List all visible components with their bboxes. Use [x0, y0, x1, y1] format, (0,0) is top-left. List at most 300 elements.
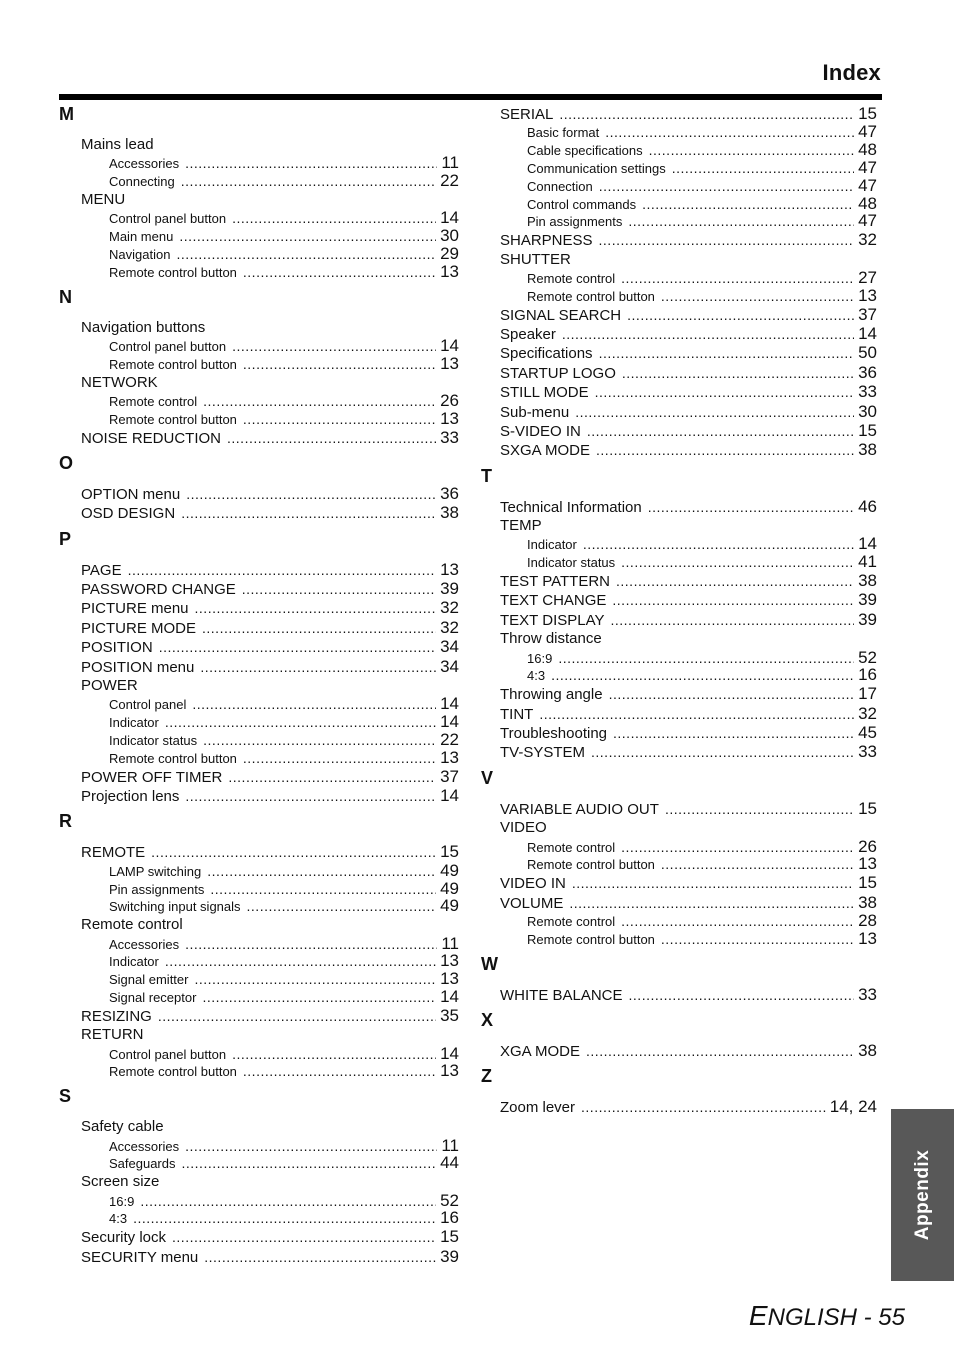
entry-term: Remote control button — [527, 857, 655, 873]
dot-leader — [207, 863, 436, 881]
entry-page: 39 — [858, 590, 877, 610]
entry-term: SHARPNESS — [500, 232, 593, 250]
index-entry — [481, 1041, 877, 1060]
index-section — [59, 1086, 459, 1266]
entry-term: Technical Information — [500, 498, 642, 516]
entry-term: TEXT DISPLAY — [500, 611, 605, 629]
dot-leader — [642, 196, 854, 214]
entry-term: Accessories — [109, 1138, 180, 1154]
index-entry — [481, 723, 877, 742]
dot-leader — [599, 231, 855, 250]
dot-leader — [599, 178, 854, 196]
entry-page: 13 — [440, 951, 459, 971]
entry-term: REMOTE — [81, 844, 146, 862]
dot-leader — [596, 441, 854, 460]
index-entry — [59, 618, 459, 637]
index-section — [59, 453, 459, 523]
dot-leader — [165, 714, 436, 732]
dot-leader — [151, 843, 436, 862]
entry-page: 47 — [858, 175, 877, 195]
entry-page: 32 — [858, 230, 877, 250]
dot-leader — [591, 743, 854, 762]
index-entry — [59, 1006, 459, 1025]
index-column-right — [481, 104, 877, 1117]
dot-leader — [192, 696, 436, 714]
index-entry — [481, 402, 877, 421]
dot-leader — [200, 658, 436, 677]
index-subentry — [59, 988, 459, 1006]
dot-leader — [232, 210, 436, 228]
entry-term: POSITION — [81, 639, 153, 657]
entry-term: Security lock — [81, 1229, 167, 1247]
footer-lang-rest: NGLISH — [767, 1304, 857, 1331]
dot-leader — [558, 650, 854, 668]
dot-leader — [559, 105, 854, 124]
dot-leader — [202, 619, 436, 638]
entry-term: SECURITY menu — [81, 1248, 199, 1266]
dot-leader — [595, 383, 854, 402]
index-entry — [481, 985, 877, 1004]
entry-term: Remote control button — [109, 264, 237, 280]
entry-page: 47 — [858, 211, 877, 231]
index-entry — [481, 440, 877, 459]
index-heading: NETWORK — [81, 373, 158, 391]
entry-term: TINT — [500, 705, 534, 723]
index-subentry — [59, 713, 459, 731]
section-letter: R — [59, 811, 72, 832]
section-letter: W — [481, 953, 498, 974]
index-subentry — [481, 195, 877, 213]
dot-leader — [232, 1046, 436, 1064]
dot-leader — [202, 989, 436, 1007]
index-subentry — [481, 159, 877, 177]
index-heading: POWER — [81, 677, 138, 695]
index-subentry — [59, 392, 459, 410]
dot-leader — [186, 485, 436, 504]
index-heading: Screen size — [81, 1173, 160, 1191]
entry-page: 22 — [440, 171, 459, 191]
entry-term: Control commands — [527, 196, 637, 212]
entry-page: 14 — [440, 986, 459, 1006]
dot-leader — [176, 246, 436, 264]
index-entry — [481, 799, 877, 818]
dot-leader — [243, 264, 436, 282]
dot-leader — [243, 750, 436, 768]
dot-leader — [562, 325, 854, 344]
dot-leader — [616, 572, 854, 591]
entry-page: 13 — [440, 559, 459, 579]
dot-leader — [185, 787, 436, 806]
index-subentry — [481, 177, 877, 195]
entry-term: Remote control button — [109, 1064, 237, 1080]
dot-leader — [227, 429, 436, 448]
index-subentry — [481, 912, 877, 930]
section-letter: V — [481, 767, 494, 788]
dot-leader — [628, 213, 854, 231]
index-subentry — [59, 862, 459, 880]
dot-leader — [672, 160, 854, 178]
entry-page: 14 — [440, 712, 459, 732]
entry-term: Remote control button — [109, 750, 237, 766]
entry-page: 32 — [440, 598, 459, 618]
dot-leader — [609, 685, 855, 704]
entry-page: 14 — [440, 208, 459, 228]
entry-term: XGA MODE — [500, 1042, 581, 1060]
index-subentry — [59, 245, 459, 263]
index-subentry — [481, 930, 877, 948]
entry-page: 13 — [440, 353, 459, 373]
index-subentry — [59, 935, 459, 953]
index-subentry — [59, 1209, 459, 1227]
entry-term: VARIABLE AUDIO OUT — [500, 800, 659, 818]
entry-term: Connection — [527, 178, 593, 194]
entry-page: 17 — [858, 684, 877, 704]
entry-term: Throwing angle — [500, 686, 603, 704]
dot-leader — [228, 768, 436, 787]
index-heading: TEMP — [500, 517, 542, 535]
entry-page: 32 — [440, 617, 459, 637]
entry-term: VOLUME — [500, 894, 564, 912]
entry-term: Accessories — [109, 936, 180, 952]
dot-leader — [232, 338, 436, 356]
entry-page: 37 — [440, 766, 459, 786]
entry-page: 11 — [441, 153, 459, 173]
dot-leader — [243, 356, 436, 374]
dot-leader — [627, 306, 854, 325]
index-entry — [481, 421, 877, 440]
entry-page: 30 — [858, 401, 877, 421]
section-letter: O — [59, 452, 74, 473]
entry-page: 14 — [440, 335, 459, 355]
entry-term: Speaker — [500, 325, 556, 343]
entry-term: Remote control — [527, 839, 616, 855]
index-entry — [481, 104, 877, 123]
index-section — [481, 1066, 877, 1116]
entry-term: Switching input signals — [109, 899, 241, 915]
dot-leader — [551, 667, 854, 685]
index-subentry — [59, 1062, 459, 1080]
entry-term: Safeguards — [109, 1156, 176, 1172]
entry-page: 38 — [858, 571, 877, 591]
dot-leader — [203, 732, 436, 750]
page-footer — [749, 1300, 905, 1332]
index-entry — [481, 1097, 877, 1116]
entry-page: 16 — [440, 1208, 459, 1228]
index-entry — [59, 503, 459, 522]
dot-leader — [194, 971, 436, 989]
entry-page: 29 — [440, 243, 459, 263]
dot-leader — [140, 1193, 436, 1211]
entry-page: 46 — [858, 496, 877, 516]
dot-leader — [661, 856, 854, 874]
entry-term: Control panel button — [109, 1046, 227, 1062]
index-entry — [59, 579, 459, 598]
footer-lang-initial: E — [748, 1300, 768, 1331]
index-subentry — [481, 287, 877, 305]
dot-leader — [569, 894, 854, 913]
index-section — [481, 104, 877, 460]
index-subentry — [59, 880, 459, 898]
entry-term: Connecting — [109, 174, 175, 190]
dot-leader — [612, 591, 854, 610]
entry-term: Cable specifications — [527, 143, 643, 159]
entry-page: 39 — [858, 609, 877, 629]
entry-page: 38 — [858, 440, 877, 460]
entry-page: 38 — [858, 892, 877, 912]
entry-term: STARTUP LOGO — [500, 364, 616, 382]
index-subentry — [481, 141, 877, 159]
index-entry — [59, 428, 459, 447]
entry-term: SERIAL — [500, 106, 554, 123]
index-subentry — [59, 410, 459, 428]
index-entry — [481, 382, 877, 401]
dot-leader — [605, 124, 854, 142]
entry-page: 14 — [858, 323, 877, 343]
dot-leader — [661, 931, 854, 949]
index-entry — [481, 893, 877, 912]
entry-term: 16:9 — [109, 1193, 135, 1209]
entry-page: 39 — [440, 579, 459, 599]
entry-page: 49 — [440, 860, 459, 880]
entry-term: Specifications — [500, 345, 593, 363]
index-subentry — [481, 212, 877, 230]
entry-page: 36 — [440, 483, 459, 503]
entry-term: PAGE — [81, 561, 122, 579]
entry-term: Signal receptor — [109, 989, 197, 1005]
entry-page: 47 — [858, 122, 877, 142]
index-section — [481, 1010, 877, 1060]
entry-page: 34 — [440, 656, 459, 676]
index-subentry — [59, 209, 459, 227]
dot-leader — [243, 411, 436, 429]
entry-page: 38 — [440, 503, 459, 523]
index-heading: Throw distance — [500, 630, 602, 648]
entry-term: Remote control button — [109, 356, 237, 372]
dot-leader — [179, 228, 436, 246]
dot-leader — [242, 580, 436, 599]
index-section — [481, 954, 877, 1004]
entry-page: 49 — [440, 896, 459, 916]
entry-page: 47 — [858, 157, 877, 177]
section-letter: M — [59, 104, 74, 124]
entry-term: 4:3 — [527, 668, 546, 684]
index-section — [59, 811, 459, 1080]
dot-leader — [587, 422, 854, 441]
entry-page: 26 — [440, 390, 459, 410]
dot-leader — [185, 155, 437, 173]
index-subentry — [481, 123, 877, 141]
entry-page: 13 — [858, 854, 877, 874]
entry-term: 4:3 — [109, 1211, 128, 1227]
entry-term: POWER OFF TIMER — [81, 768, 223, 786]
entry-term: Pin assignments — [527, 214, 623, 230]
index-subentry — [59, 952, 459, 970]
index-subentry — [481, 838, 877, 856]
entry-term: OSD DESIGN — [81, 505, 176, 523]
index-heading: Mains lead — [81, 136, 154, 153]
dot-leader — [583, 536, 854, 554]
index-heading: Remote control — [81, 916, 183, 934]
dot-leader — [581, 1098, 826, 1117]
entry-page: 33 — [440, 427, 459, 447]
dot-leader — [158, 1007, 436, 1026]
dot-leader — [629, 986, 855, 1005]
entry-term: Zoom lever — [500, 1099, 576, 1117]
entry-page: 26 — [858, 836, 877, 856]
dot-leader — [133, 1210, 436, 1228]
index-entry — [481, 363, 877, 382]
index-entry — [481, 704, 877, 723]
dot-leader — [247, 898, 437, 916]
dot-leader — [195, 599, 437, 618]
entry-term: S-VIDEO IN — [500, 422, 581, 440]
entry-page: 13 — [858, 285, 877, 305]
index-subentry — [59, 1137, 459, 1155]
index-entry — [481, 742, 877, 761]
dot-leader — [172, 1228, 436, 1247]
dot-leader — [649, 142, 854, 160]
entry-page: 11 — [441, 1135, 459, 1155]
entry-page: 36 — [858, 362, 877, 382]
section-letter: Z — [481, 1066, 492, 1087]
entry-term: Basic format — [527, 125, 600, 141]
entry-page: 13 — [440, 747, 459, 767]
entry-term: Indicator — [527, 537, 577, 553]
index-subentry — [59, 1154, 459, 1172]
index-section — [59, 104, 459, 281]
dot-leader — [159, 638, 436, 657]
entry-page: 41 — [858, 552, 877, 572]
dot-leader — [165, 953, 436, 971]
index-heading: Safety cable — [81, 1118, 164, 1136]
entry-page: 32 — [858, 703, 877, 723]
entry-page: 13 — [440, 969, 459, 989]
entry-term: Communication settings — [527, 160, 666, 176]
entry-page: 34 — [440, 637, 459, 657]
entry-page: 44 — [440, 1153, 459, 1173]
dot-leader — [575, 403, 854, 422]
entry-term: Sub-menu — [500, 403, 570, 421]
index-subentry — [59, 172, 459, 190]
index-entry — [481, 305, 877, 324]
entry-page: 48 — [858, 140, 877, 160]
index-entry — [59, 560, 459, 579]
dot-leader — [665, 800, 854, 819]
dot-leader — [621, 554, 854, 572]
dot-leader — [185, 1138, 437, 1156]
dot-leader — [572, 874, 854, 893]
entry-term: Accessories — [109, 156, 180, 172]
index-entry — [59, 786, 459, 805]
entry-term: STILL MODE — [500, 384, 589, 402]
entry-page: 33 — [858, 382, 877, 402]
entry-term: LAMP switching — [109, 863, 202, 879]
entry-page: 14 — [440, 786, 459, 806]
dot-leader — [622, 364, 854, 383]
entry-term: Indicator status — [109, 733, 198, 749]
entry-term: Remote control — [527, 270, 616, 286]
entry-page: 37 — [858, 304, 877, 324]
entry-page: 13 — [440, 408, 459, 428]
index-subentry — [481, 666, 877, 684]
entry-page: 15 — [440, 1227, 459, 1247]
dot-leader — [182, 1155, 437, 1173]
entry-page: 14 — [440, 1043, 459, 1063]
section-letter: S — [59, 1086, 72, 1107]
entry-term: Remote control — [527, 913, 616, 929]
entry-term: NOISE REDUCTION — [81, 429, 222, 447]
dot-leader — [621, 270, 854, 288]
entry-page: 38 — [858, 1040, 877, 1060]
dot-leader — [621, 913, 854, 931]
entry-term: Navigation — [109, 246, 171, 262]
index-column-left — [59, 104, 459, 1266]
dot-leader — [648, 498, 854, 517]
index-heading: MENU — [81, 190, 126, 208]
index-entry — [481, 590, 877, 609]
page-title: Index — [822, 60, 881, 85]
index-subentry — [481, 649, 877, 667]
index-subentry — [481, 269, 877, 287]
index-section — [481, 768, 877, 948]
index-subentry — [59, 337, 459, 355]
appendix-tab — [891, 1109, 954, 1281]
entry-page: 33 — [858, 742, 877, 762]
index-entry — [481, 873, 877, 892]
footer-page-number: - 55 — [856, 1304, 905, 1331]
entry-term: Projection lens — [81, 788, 180, 806]
index-subentry — [59, 1192, 459, 1210]
index-entry — [481, 684, 877, 703]
entry-page: 15 — [858, 104, 877, 123]
index-section — [59, 529, 459, 806]
dot-leader — [181, 504, 436, 523]
entry-page: 15 — [858, 798, 877, 818]
entry-page: 13 — [440, 261, 459, 281]
index-subentry — [59, 731, 459, 749]
entry-page: 13 — [440, 1061, 459, 1081]
entry-term: Remote control button — [109, 411, 237, 427]
index-entry — [59, 1247, 459, 1266]
dot-leader — [243, 1063, 436, 1081]
index-heading: RETURN — [81, 1026, 144, 1044]
index-subentry — [59, 154, 459, 172]
dot-leader — [621, 839, 854, 857]
entry-term: Pin assignments — [109, 881, 205, 897]
index-entry — [59, 657, 459, 676]
entry-term: 16:9 — [527, 650, 553, 666]
entry-term: VIDEO IN — [500, 875, 566, 893]
header-rule — [59, 94, 882, 100]
index-entry — [481, 230, 877, 249]
dot-leader — [204, 1248, 436, 1267]
entry-term: PASSWORD CHANGE — [81, 581, 236, 599]
entry-term: Indicator — [109, 954, 159, 970]
dot-leader — [128, 561, 437, 580]
index-entry — [59, 598, 459, 617]
index-section — [59, 287, 459, 447]
entry-page: 16 — [858, 665, 877, 685]
entry-term: Control panel button — [109, 211, 227, 227]
index-heading: SHUTTER — [500, 250, 571, 268]
index-subentry — [59, 355, 459, 373]
dot-leader — [661, 288, 854, 306]
index-subentry — [59, 227, 459, 245]
dot-leader — [613, 724, 854, 743]
dot-leader — [181, 173, 436, 191]
index-subentry — [59, 897, 459, 915]
dot-leader — [185, 936, 437, 954]
